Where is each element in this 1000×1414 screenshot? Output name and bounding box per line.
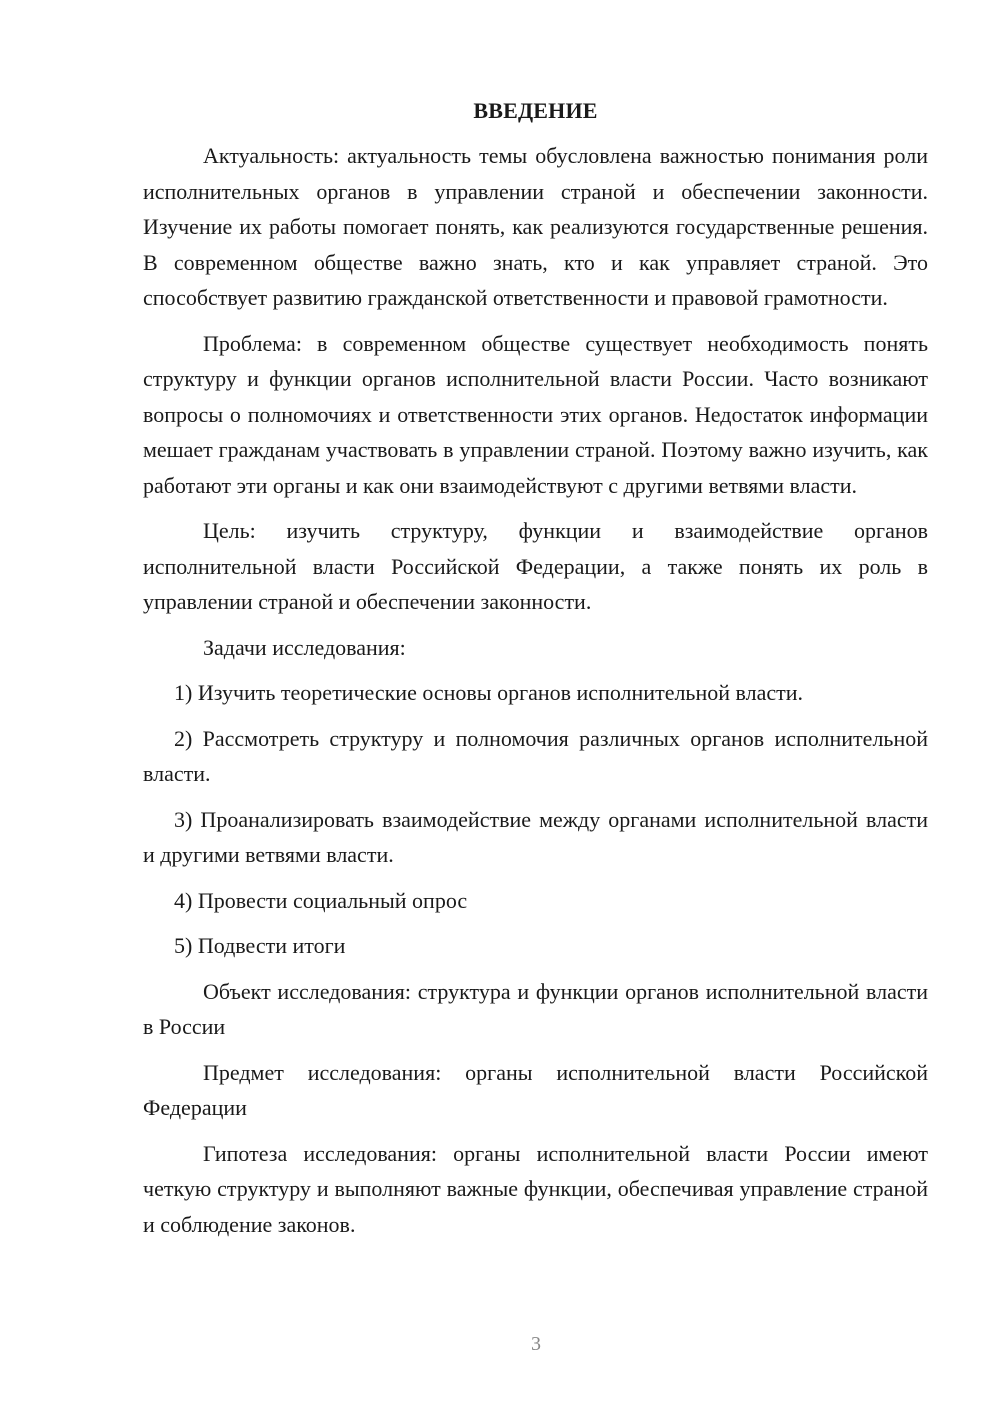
task-item-5: 5) Подвести итоги (174, 933, 346, 958)
task-item-4: 4) Провести социальный опрос (174, 887, 468, 913)
paragraph-relevance: Актуальность: актуальность темы обусловлена важностью понимания роли исполнительных органов в управлении страной и обеспечении законности. Изучение их работы помогает понять, как реализуются государственные решения. В современном обществе важно знать, кто и как управляет страной. Это способствует развитию гражданской ответственности и правовой грамотности. (143, 143, 928, 310)
paragraph-goal: Цель: изучить структуру, функции и взаимодействие органов исполнительной власти Российской Федерации, а также понять их роль в управлении страной и обеспечении законности. (143, 518, 928, 614)
task-item-2: 2) Рассмотреть структуру и полномочия различных органов исполнительной власти. (143, 725, 928, 786)
task-item-1: 1) Изучить теоретические основы органов исполнительной власти. (174, 680, 804, 705)
tasks-title: Задачи исследования: (203, 634, 406, 660)
paragraph-subject: Предмет исследования: органы исполнительной власти Российской Федерации (143, 1059, 928, 1120)
page-number: 3 (531, 1333, 541, 1355)
page-title: ВВЕДЕНИЕ (473, 98, 598, 123)
paragraph-object: Объект исследования: структура и функции органов исполнительной власти в России (143, 978, 928, 1039)
task-item-3: 3) Проанализировать взаимодействие между органами исполнительной власти и другими ветвями власти. (143, 806, 928, 867)
paragraph-problem: Проблема: в современном обществе существует необходимость понять структуру и функции органов исполнительной власти России. Часто возникают вопросы о полномочиях и ответственности этих органов. Недостаток информации мешает гражданам участвовать в управлении страной. Поэтому важно изучить, как работают эти органы и как они взаимодействуют с другими ветвями власти. (143, 330, 928, 498)
paragraph-hypothesis: Гипотеза исследования: органы исполнительной власти России имеют четкую структуру и выполняют важные функции, обеспечивая управление страной и соблюдение законов. (143, 1140, 928, 1237)
document-page (143, 93, 928, 1242)
